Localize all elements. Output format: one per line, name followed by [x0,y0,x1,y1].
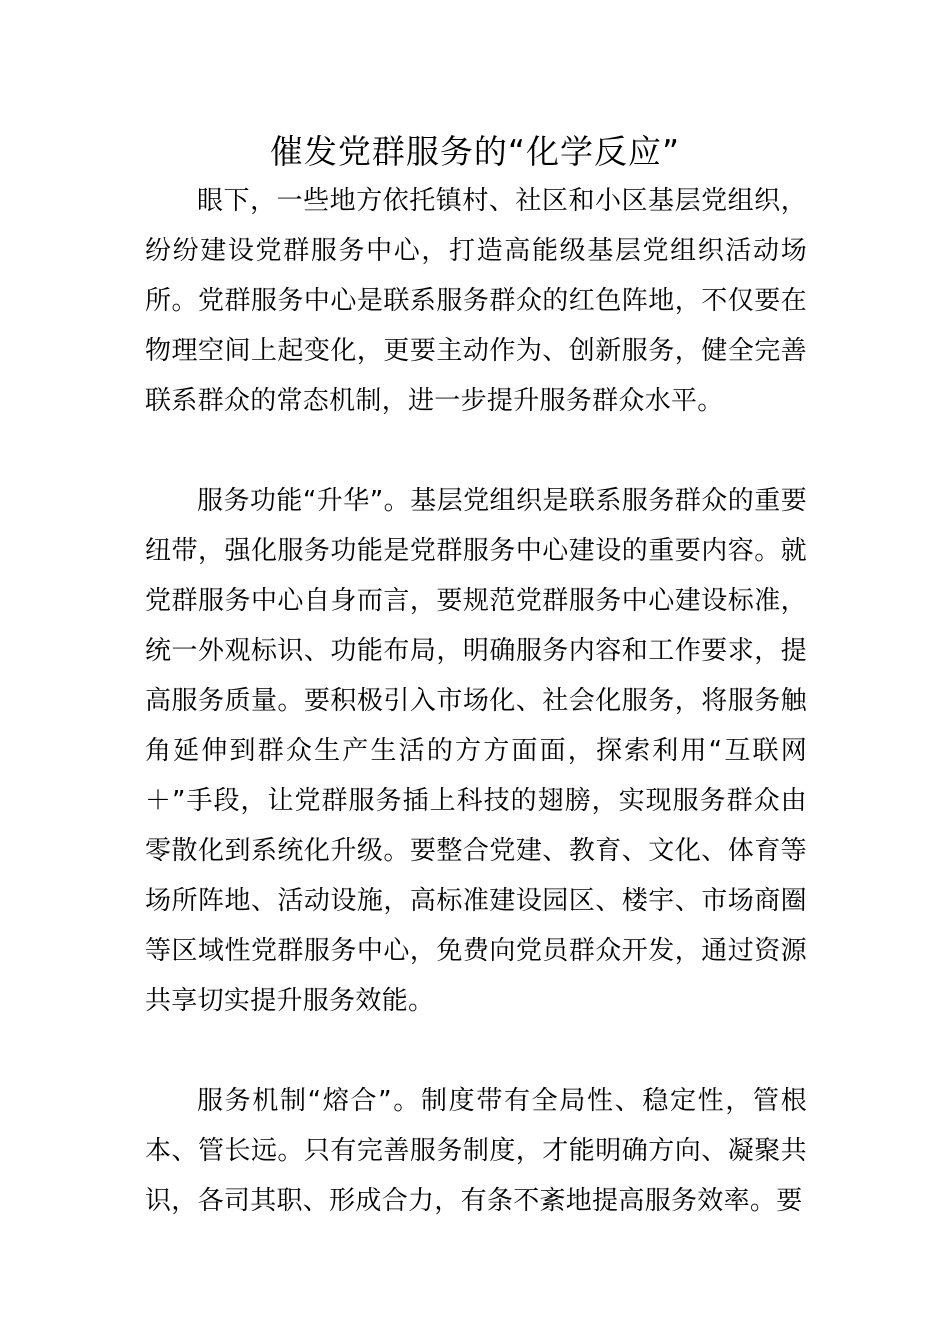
document-title: 催发党群服务的“化学反应” [269,132,681,171]
paragraph-service-function: 服务功能“升华”。基层党组织是联系服务群众的重要纽带，强化服务功能是党群服务中心建设的重要内容。就党群服务中心自身而言，要规范党群服务中心建设标准，统一外观标识、功能布局，明确服务内容和工作要求，提高服务质量。要积极引入市场化、社会化服务，将服务触角延伸到群众生产生活的方方面面，探索利用“互联网＋”手段，让党群服务插上科技的翅膀，实现服务群众由零散化到系统化升级。要整合党建、教育、文化、体育等场所阵地、活动设施，高标准建设园区、楼宇、市场商圈等区域性党群服务中心，免费向党员群众开发，通过资源共享切实提升服务效能。 [145,486,807,1016]
document-body [145,176,807,1226]
paragraph-intro: 眼下，一些地方依托镇村、社区和小区基层党组织，纷纷建设党群服务中心，打造高能级基层党组织活动场所。党群服务中心是联系服务群众的红色阵地，不仅要在物理空间上起变化，更要主动作为、创新服务，健全完善联系群众的常态机制，进一步提升服务群众水平。 [145,186,807,416]
paragraph-service-mechanism: 服务机制“熔合”。制度带有全局性、稳定性，管根本、管长远。只有完善服务制度，才能明确方向、凝聚共识，各司其职、形成合力，有条不紊地提高服务效率。要 [145,1086,807,1216]
